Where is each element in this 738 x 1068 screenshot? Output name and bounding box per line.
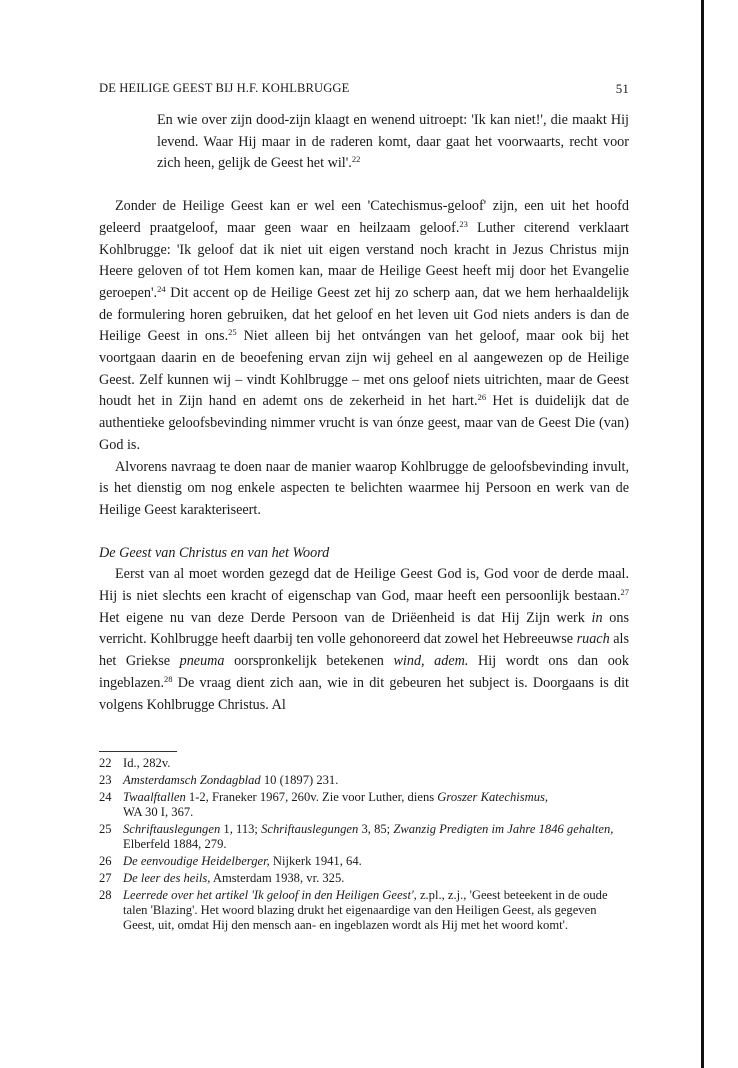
footnote: 25 Schriftauslegungen 1, 113; Schriftauslegungen 3, 85; Zwanzig Predigten im Jahre 1846 gehalten, Elberfeld 1884, 279. — [99, 822, 614, 851]
running-header — [99, 81, 629, 97]
footnote-ref: 27 — [620, 587, 629, 598]
footnote-ref: 25 — [228, 327, 237, 338]
footnotes — [99, 756, 629, 935]
block-quote: En wie over zijn dood-zijn klaagt en wenend uitroept: 'Ik kan niet!', die maakt Hij levend. Waar Hij maar in de raderen komt, daar gaat het voorwaarts, recht voor zich heen, gelijk de Geest het wil'.$^{22}$ — [157, 112, 629, 172]
section-heading: De Geest van Christus en van het Woord — [99, 544, 330, 561]
running-title: DE HEILIGE GEEST BIJ H.F. KOHLBRUGGE — [99, 81, 350, 95]
footnote-ref: 23 — [459, 218, 468, 229]
footnote: 28 Leerrede over het artikel 'Ik geloof in den Heiligen Geest', z.pl., z.j., 'Geest beteekent in de oude talen 'Blazing'. Het woord blazing drukt het eigenaardige van den Heiligen Geest, als gegeven Geest, uit, omdat Hij den mensch aan- en ingeblazen wordt als Hij met het woord komt'. — [99, 888, 608, 932]
body-text — [99, 110, 629, 716]
footnote: 24 Twaalftallen 1-2, Franeker 1967, 260v. Zie voor Luther, diens Groszer Katechismus, WA 30 I, 367. — [99, 790, 549, 819]
footnote: 27 De leer des heils, Amsterdam 1938, vr. 325. — [99, 871, 345, 886]
footnote: 23 Amsterdamsch Zondagblad 10 (1897) 231. — [99, 773, 339, 788]
footnote: 22 Id., 282v. — [99, 756, 171, 770]
page-number: 51 — [615, 81, 629, 96]
page-edge-line — [701, 0, 704, 1068]
footnote-ref: 24 — [157, 283, 166, 294]
footnote: 26 De eenvoudige Heidelberger, Nijkerk 1941, 64. — [99, 853, 362, 868]
paragraph: Alvorens navraag te doen naar de manier waarop Kohlbrugge de geloofsbevinding invult, is het dienstig om nog enkele aspecten te belichten waarmee hij Persoon en werk van de Heilige Geest karakteriseert. — [99, 458, 629, 518]
footnote-rule — [99, 751, 177, 752]
paragraph: Eerst van al moet worden gezegd dat de Heilige Geest God is, God voor de derde maal. Hij is niet slechts een kracht of eigenschap van God, maar heeft een persoonlijk bestaan.$^{27}$ Het eigene nu van deze Derde Persoon van de Driëenheid is dat Hij Zijn werk in ons verricht. Kohlbrugge heeft daarbij ten volle gehonoreerd dat zowel het Hebreeuwse ruach als het Griekse pneuma oorspronkelijk betekenen wind, adem. Hij wordt ons dan ook ingeblazen.$^{28}$ De vraag dient zich aan, wie in dit gebeuren het subject is. Doorgaans is dit volgens Kohlbrugge Christus. Al — [99, 566, 630, 713]
footnote-ref: 22 — [351, 154, 361, 165]
footnote-ref: 26 — [477, 392, 487, 403]
footnote-ref: 28 — [164, 673, 173, 684]
paragraph: Zonder de Heilige Geest kan er wel een 'Catechismus-geloof' zijn, een uit het hoofd geleerd praatgeloof, maar geen waar en heilzaam geloof.$^{23}$ Luther citerend verklaart Kohlbrugge: 'Ik geloof dat ik niet uit eigen verstand noch kracht in Jezus Christus mijn Heere geloven of tot Hem komen kan, maar de Heilige Geest heeft mij door het Evangelie geroepen'.$^{24}$ Dit accent op de Heilige Geest zet hij zo scherp aan, dat we hem herhaaldelijk de formulering horen gebruiken, dat het geloof en het leven uit God niets anders is dan de Heilige Geest in ons.$^{25}$ Niet alleen bij het ontvángen van het geloof, maar ook bij het voortgaan daarin en de beoefening ervan zijn wij geheel en al aangewezen op de Heilige Geest. Zelf kunnen wij – vindt Kohlbrugge – met ons geloof niets uitrichten, maar de Geest houdt het in Zijn hand en ademt ons de zekerheid in het hart.$^{26}$ Het is duidelijk dat de authentieke geloofsbevinding nimmer vrucht is van ónze geest, maar van de Geest Die (van) God is. — [99, 198, 629, 453]
